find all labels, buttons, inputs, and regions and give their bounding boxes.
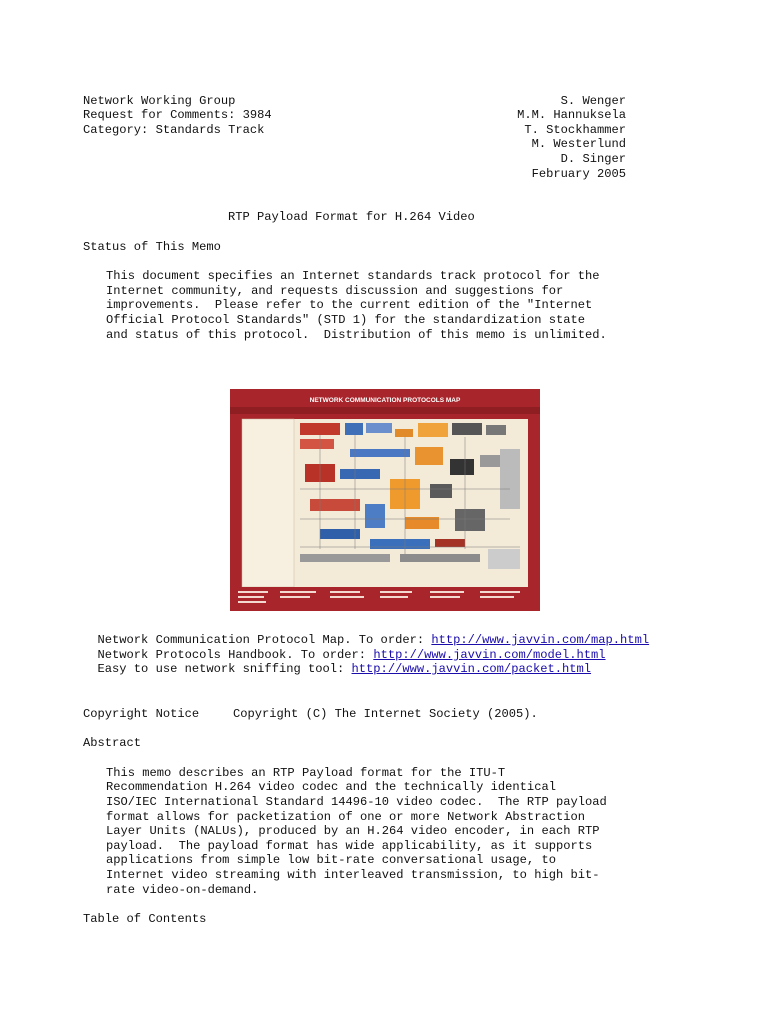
- sniffing-tool-link[interactable]: http://www.javvin.com/packet.html: [351, 662, 592, 676]
- abstract-heading: Abstract: [83, 736, 142, 750]
- status-line: and status of this protocol. Distribution of this memo is unlimited.: [106, 328, 607, 342]
- status-line: improvements. Please refer to the current edition of the "Internet: [106, 298, 593, 312]
- status-line: Official Protocol Standards" (STD 1) for the standardization state: [106, 313, 585, 327]
- abstract-line: payload. The payload format has wide applicability, as it supports: [106, 839, 593, 853]
- abstract-line: This memo describes an RTP Payload format for the ITU-T: [106, 766, 506, 780]
- map-title-bar: [230, 389, 540, 419]
- map-order-link[interactable]: http://www.javvin.com/map.html: [431, 633, 650, 647]
- abstract-line: rate video-on-demand.: [106, 883, 259, 897]
- status-line: This document specifies an Internet standards track protocol for the: [106, 269, 600, 283]
- author-westerlund: M. Westerlund: [531, 137, 626, 151]
- abstract-line: Recommendation H.264 video codec and the technically identical: [106, 780, 556, 794]
- publication-date: February 2005: [531, 167, 626, 181]
- author-hannuksela: M.M. Hannuksela: [517, 108, 626, 122]
- author-singer: D. Singer: [560, 152, 626, 166]
- map-column-header: [230, 407, 540, 414]
- link-prefix: Network Communication Protocol Map. To order:: [97, 633, 432, 647]
- document-title: RTP Payload Format for H.264 Video: [228, 210, 475, 224]
- status-heading: Status of This Memo: [83, 240, 221, 254]
- author-wenger: S. Wenger: [560, 94, 626, 108]
- abstract-line: Internet video streaming with interleaved transmission, to high bit-: [106, 868, 600, 882]
- status-line: Internet community, and requests discussion and suggestions for: [106, 284, 564, 298]
- map-legend-column: [242, 419, 294, 587]
- protocol-map-image[interactable]: [230, 389, 540, 611]
- header-category: Category: Standards Track: [83, 123, 265, 137]
- toc-heading: Table of Contents: [83, 912, 207, 926]
- link-line-sniffer: [83, 648, 591, 676]
- map-left-frame: [230, 419, 242, 587]
- abstract-line: ISO/IEC International Standard 14496-10 video codec. The RTP payload: [106, 795, 607, 809]
- author-stockhammer: T. Stockhammer: [524, 123, 626, 137]
- abstract-line: format allows for packetization of one or more Network Abstraction: [106, 810, 585, 824]
- handbook-order-link[interactable]: http://www.javvin.com/model.html: [373, 648, 606, 662]
- abstract-line: applications from simple low bit-rate conversational usage, to: [106, 853, 556, 867]
- header-working-group: Network Working Group: [83, 94, 236, 108]
- copyright-text: Copyright (C) The Internet Society (2005).: [233, 707, 538, 721]
- header-rfc-number: Request for Comments: 3984: [83, 108, 272, 122]
- link-prefix: Easy to use network sniffing tool:: [97, 662, 352, 676]
- map-title: NETWORK COMMUNICATION PROTOCOLS MAP: [309, 397, 461, 404]
- copyright-label: Copyright Notice: [83, 707, 200, 721]
- map-right-frame: [528, 419, 540, 587]
- link-prefix: Network Protocols Handbook. To order:: [97, 648, 374, 662]
- abstract-line: Layer Units (NALUs), produced by an H.264 video encoder, in each RTP: [106, 824, 600, 838]
- map-footer-band: [230, 587, 540, 611]
